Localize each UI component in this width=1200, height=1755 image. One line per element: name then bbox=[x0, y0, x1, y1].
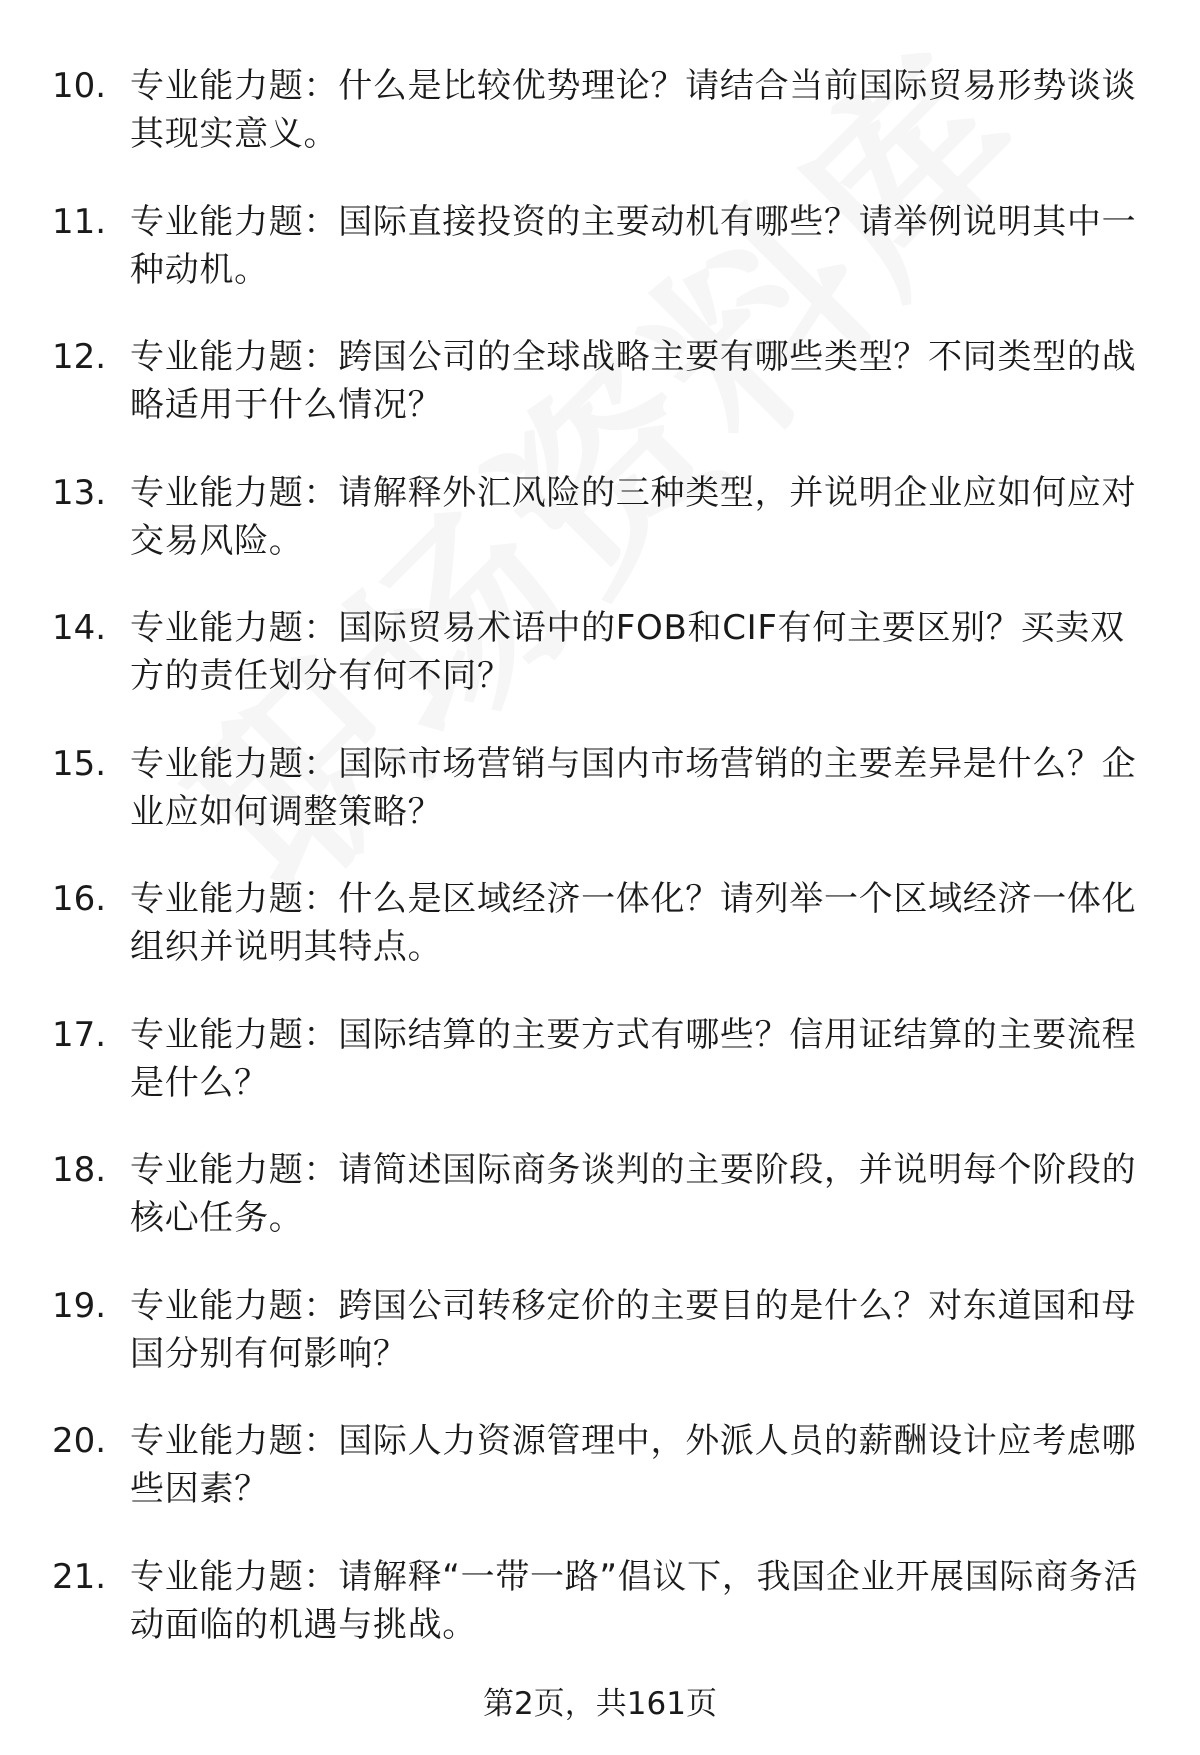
question-number: 12. bbox=[52, 337, 107, 377]
question-item bbox=[0, 740, 1200, 836]
question-item bbox=[0, 198, 1200, 294]
question-number: 15. bbox=[52, 743, 107, 784]
question-text: 专业能力题：国际市场营销与国内市场营销的主要差异是什么？企业应如何调整策略？ bbox=[130, 743, 1137, 832]
question-text: 专业能力题：请解释“一带一路”倡议下，我国企业开展国际商务活动面临的机遇与挑战。 bbox=[130, 1556, 1139, 1645]
question-item bbox=[0, 333, 1200, 429]
question-number: 20. bbox=[52, 1421, 107, 1461]
question-item bbox=[0, 1553, 1200, 1649]
question-text: 专业能力题：什么是区域经济一体化？请列举一个区域经济一体化组织并说明其特点。 bbox=[130, 879, 1137, 967]
question-text: 专业能力题：国际直接投资的主要动机有哪些？请举例说明其中一种动机。 bbox=[130, 201, 1137, 290]
question-text: 专业能力题：请解释外汇风险的三种类型，并说明企业应如何应对交易风险。 bbox=[130, 472, 1137, 561]
question-text: 专业能力题：国际人力资源管理中，外派人员的薪酬设计应考虑哪些因素？ bbox=[130, 1421, 1137, 1509]
question-item bbox=[0, 62, 1200, 158]
question-number: 21. bbox=[52, 1556, 107, 1597]
question-number: 14. bbox=[52, 608, 107, 648]
question-item bbox=[0, 875, 1200, 971]
question-item bbox=[0, 1417, 1200, 1513]
question-number: 17. bbox=[52, 1014, 107, 1055]
question-number: 19. bbox=[52, 1285, 107, 1326]
question-list bbox=[0, 62, 1200, 1688]
page-footer: 第2页，共161页 bbox=[483, 1686, 717, 1722]
question-text: 专业能力题：什么是比较优势理论？请结合当前国际贸易形势谈谈其现实意义。 bbox=[130, 66, 1137, 154]
question-number: 18. bbox=[52, 1150, 107, 1190]
question-text: 专业能力题：国际贸易术语中的FOB和CIF有何主要区别？买卖双方的责任划分有何不同？ bbox=[130, 608, 1125, 696]
question-number: 11. bbox=[52, 201, 107, 242]
question-number: 13. bbox=[52, 472, 107, 513]
question-text: 专业能力题：跨国公司的全球战略主要有哪些类型？不同类型的战略适用于什么情况？ bbox=[130, 337, 1137, 425]
question-number: 16. bbox=[52, 879, 107, 919]
question-item bbox=[0, 1146, 1200, 1242]
question-text: 专业能力题：跨国公司转移定价的主要目的是什么？对东道国和母国分别有何影响？ bbox=[130, 1285, 1137, 1374]
question-text: 专业能力题：国际结算的主要方式有哪些？信用证结算的主要流程是什么？ bbox=[130, 1014, 1137, 1103]
question-item bbox=[0, 604, 1200, 700]
question-item bbox=[0, 1282, 1200, 1378]
question-item bbox=[0, 469, 1200, 565]
question-item bbox=[0, 1011, 1200, 1107]
question-text: 专业能力题：请简述国际商务谈判的主要阶段，并说明每个阶段的核心任务。 bbox=[130, 1150, 1137, 1238]
question-number: 10. bbox=[52, 66, 107, 106]
